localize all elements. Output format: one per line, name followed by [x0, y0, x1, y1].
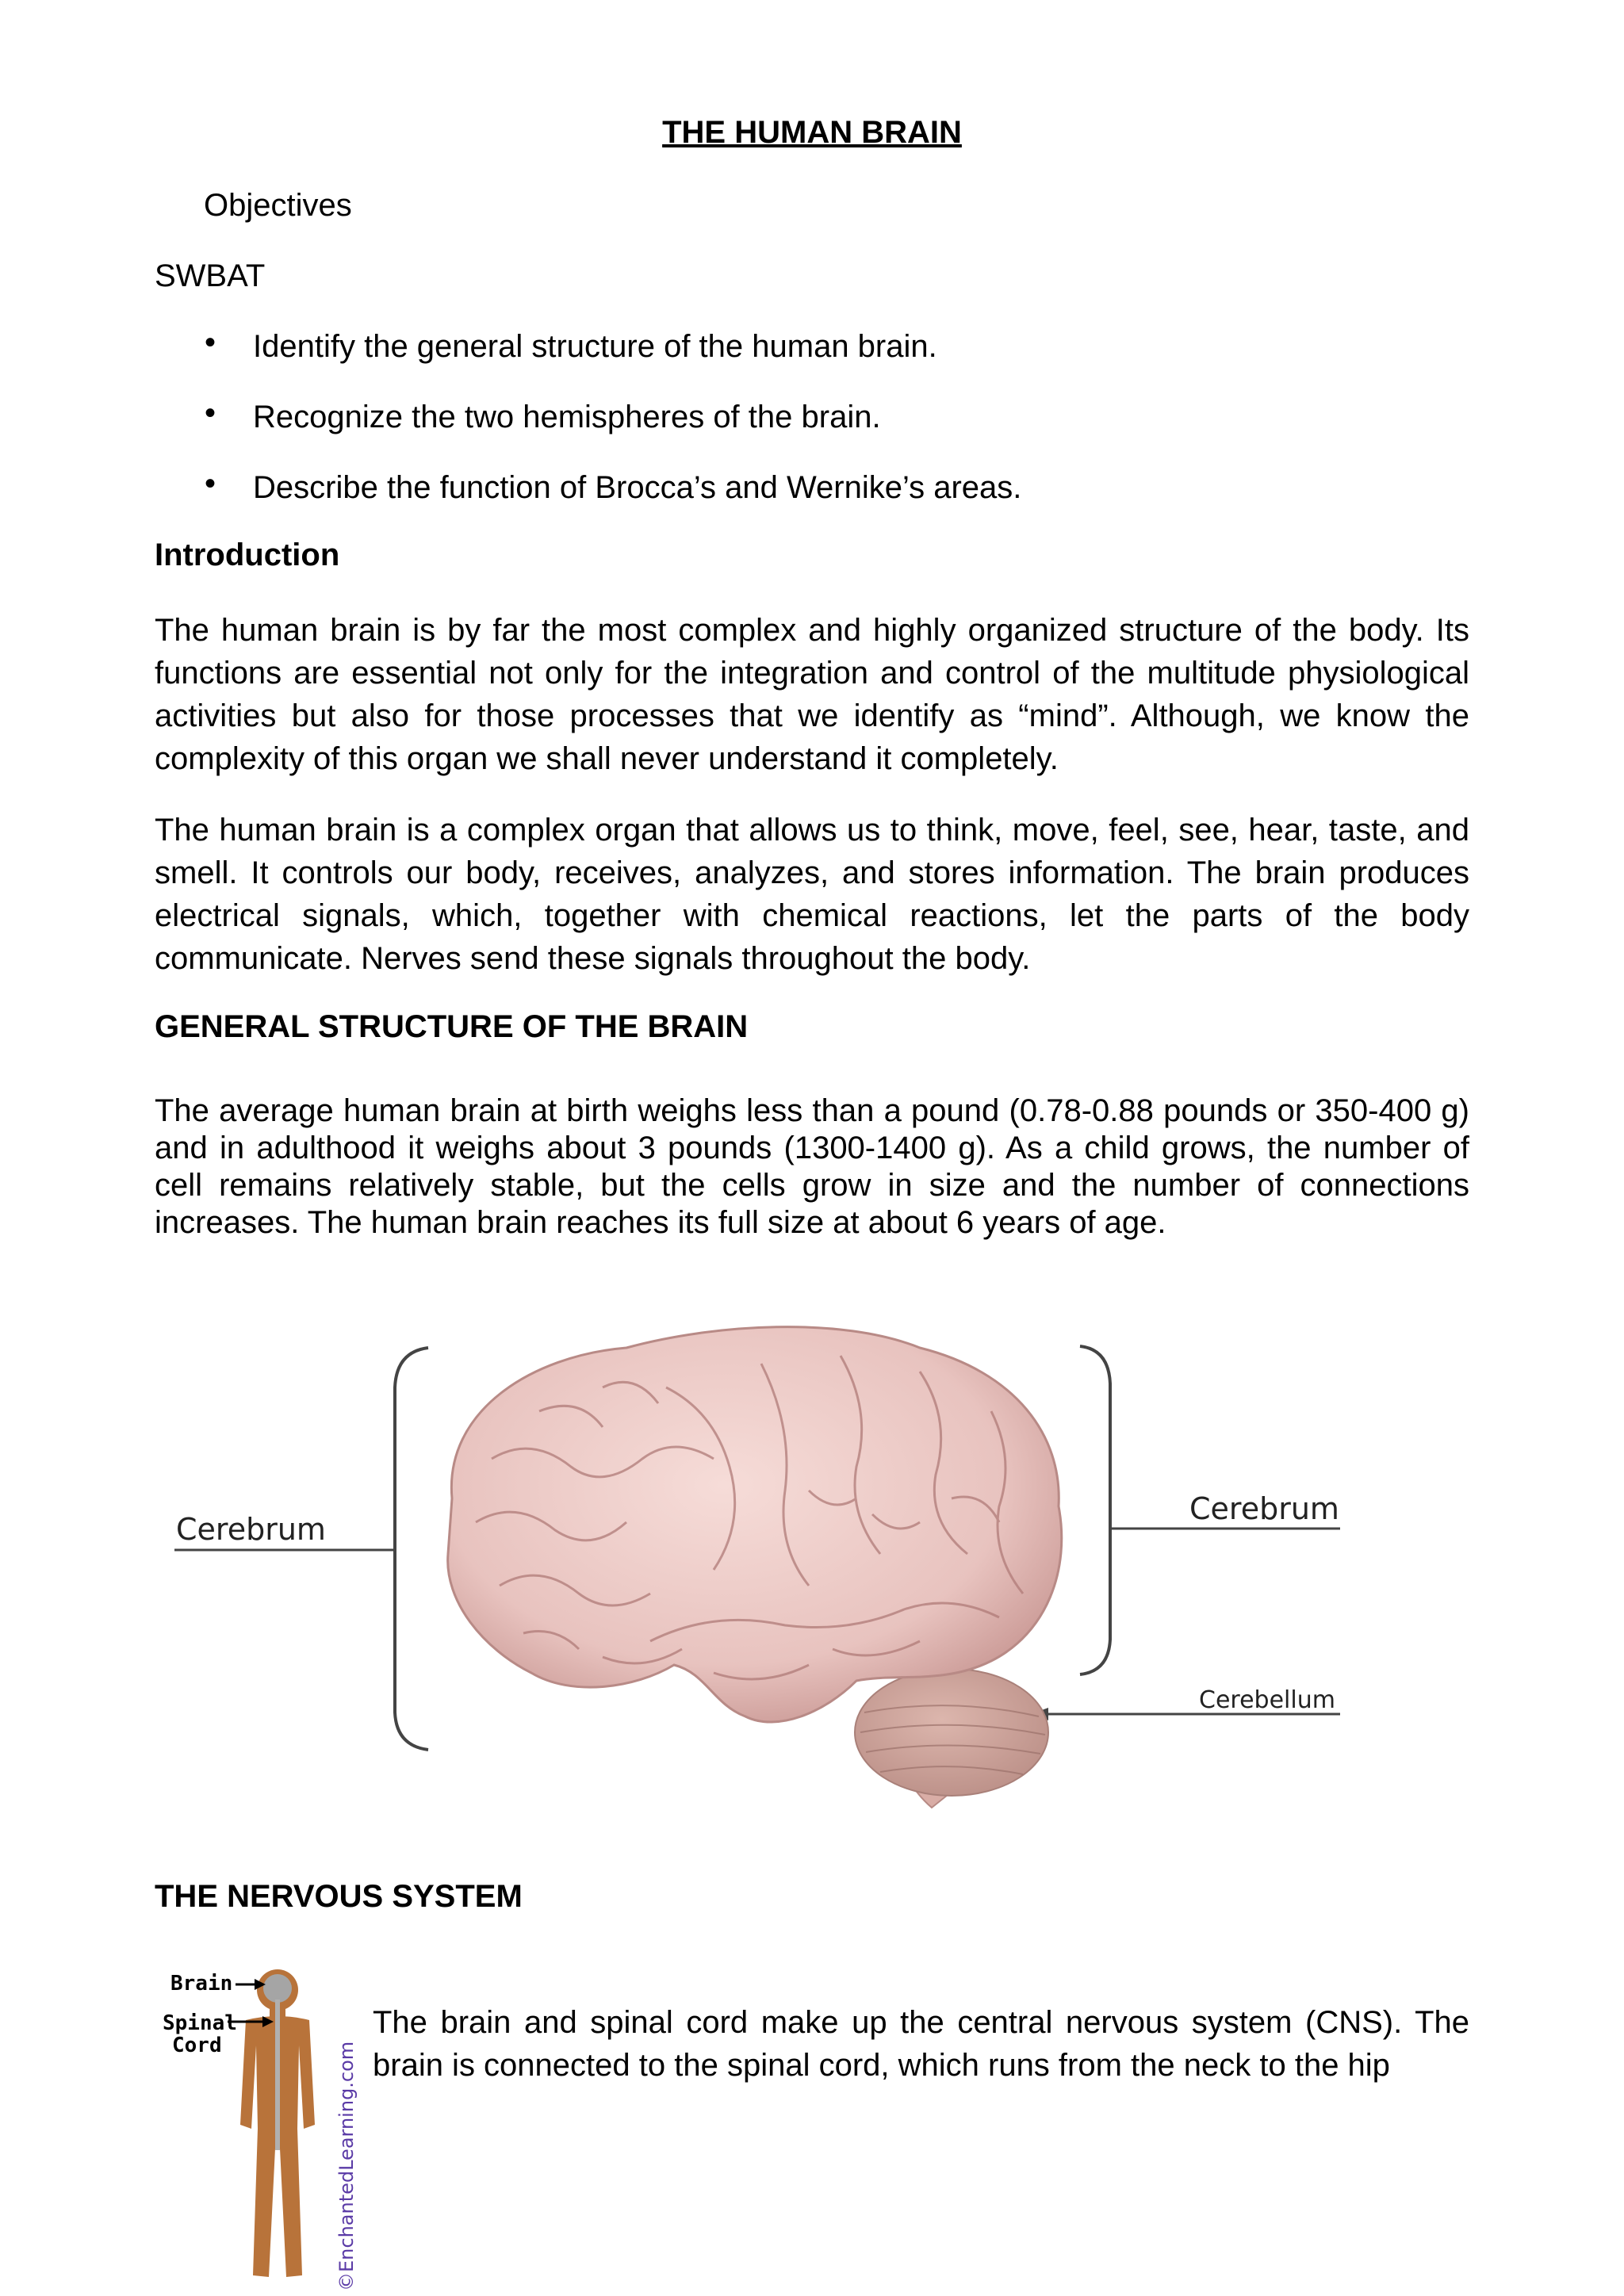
objectives-list [155, 325, 1503, 537]
spinal-cord-line [275, 1999, 280, 2150]
spinal-label-line2: Cord [172, 2034, 222, 2057]
bullet-icon: • [205, 466, 216, 501]
general-structure-heading: GENERAL STRUCTURE OF THE BRAIN [155, 1009, 749, 1044]
brain-label: Brain [170, 1972, 233, 1996]
bullet-icon: • [205, 396, 216, 430]
list-item [155, 325, 1503, 396]
objective-text: Identify the general structure of the human brain. [253, 329, 937, 364]
brain-spot [263, 1974, 292, 2003]
cerebrum-label-left: Cerebrum [176, 1512, 326, 1547]
general-structure-paragraph: The average human brain at birth weighs less than a pound (0.78-0.88 pounds or 350-400 g) and in adulthood it weighs about 3 pounds (1300-1400 g). As a child grows, the number of cell remains relatively stable, but the cells grow in size and the number of connections increases. The human brain reaches its full size at about 6 years of age. [155, 1093, 1469, 1240]
brain-figure [159, 1300, 1396, 1839]
image-credit: ©EnchantedLearning.com [335, 2041, 358, 2291]
objective-text: Recognize the two hemispheres of the brain. [253, 400, 881, 434]
bullet-icon: • [205, 325, 216, 360]
objectives-label: Objectives [204, 188, 352, 223]
introduction-paragraph-2: The human brain is a complex organ that allows us to think, move, feel, see, hear, taste, and smell. It controls our body, receives, analyzes, and stores information. The brain produces electrical signals, which, together with chemical reactions, let the parts of the body communicate. Nerves send these signals throughout the body. [155, 813, 1469, 976]
nervous-system-heading: THE NERVOUS SYSTEM [155, 1879, 523, 1914]
cerebrum-label-right: Cerebrum [1189, 1491, 1339, 1526]
cerebellum-shape [855, 1669, 1048, 1796]
cerebellum-label: Cerebellum [1199, 1686, 1335, 1714]
swbat-label: SWBAT [155, 258, 266, 293]
list-item [155, 396, 1503, 466]
left-bracket [395, 1348, 428, 1750]
page-title: THE HUMAN BRAIN [662, 115, 962, 150]
introduction-heading: Introduction [155, 538, 340, 572]
nervous-system-figure [155, 1958, 369, 2291]
objective-text: Describe the function of Brocca’s and Wernike’s areas. [253, 470, 1022, 505]
nervous-system-paragraph: The brain and spinal cord make up the central nervous system (CNS). The brain is connected to the spinal cord, which runs from the neck to the hip [373, 2005, 1469, 2083]
list-item [155, 466, 1503, 537]
cerebrum-shape [448, 1327, 1062, 1722]
right-bracket [1080, 1346, 1110, 1674]
introduction-paragraph-1: The human brain is by far the most complex and highly organized structure of the body. Its functions are essential not only for the integration and control of the multitude physiological activities but also for those processes that we identify as “mind”. Although, we know the complexity of this organ we shall never understand it completely. [155, 613, 1469, 776]
spinal-label-line1: Spinal [163, 2011, 237, 2035]
